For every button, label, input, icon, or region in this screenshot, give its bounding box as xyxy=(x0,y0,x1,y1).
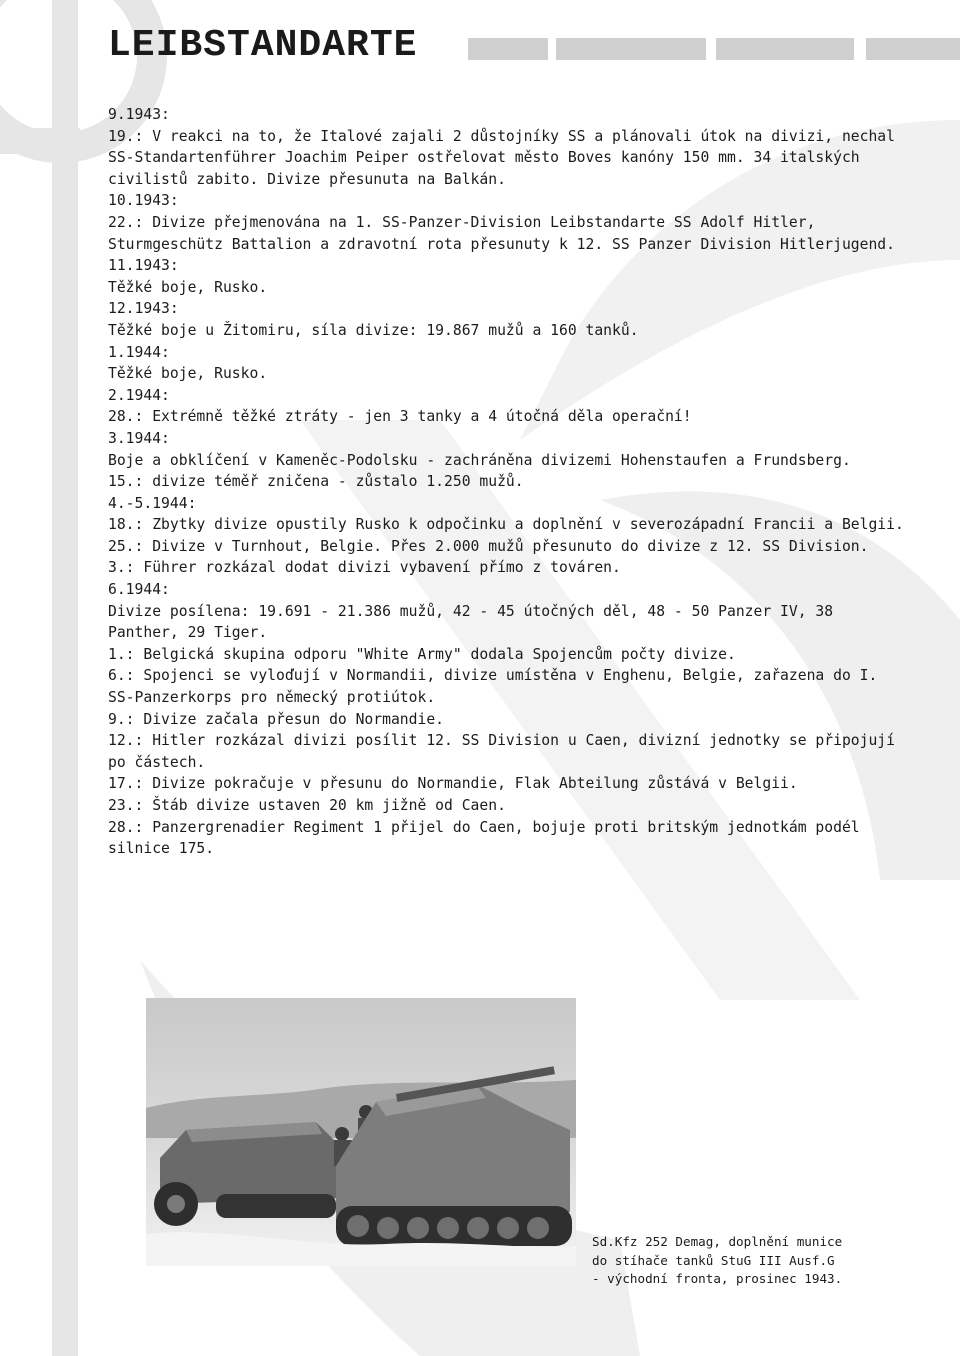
entry-date: 4.-5.1944: xyxy=(108,494,197,512)
entry: 1.: Belgická skupina odporu "White Army" dodala Spojencům počty divize. xyxy=(108,645,736,663)
caption-line: Sd.Kfz 252 Demag, doplnění munice xyxy=(592,1234,843,1249)
entry: 12.: Hitler rozkázal divizi posílit 12. SS Division u Caen, divizní jednotky se připojují po částech. xyxy=(108,732,895,771)
header-bar-4 xyxy=(866,38,960,60)
entry: 17.: Divize pokračuje v přesunu do Normandie, Flak Abteilung zůstává v Belgii. xyxy=(108,775,798,793)
entry: 28.: Extrémně těžké ztráty - jen 3 tanky a 4 útočná děla operační! xyxy=(108,408,692,426)
entry: Těžké boje, Rusko. xyxy=(108,365,268,383)
entry: 28.: Panzergrenadier Regiment 1 přijel do Caen, bojuje proti britským jednotkám podél silnice 175. xyxy=(108,818,860,858)
cross-horizontal xyxy=(0,128,80,154)
entry: Těžké boje u Žitomiru, síla divize: 19.867 mužů a 160 tanků. xyxy=(108,321,639,339)
left-stripe xyxy=(52,0,78,1356)
page-title: LEIBSTANDARTE xyxy=(108,24,418,67)
header-bar-2 xyxy=(556,38,706,60)
entry: 6.: Spojenci se vyloďují v Normandii, divize umístěna v Enghenu, Belgie, zařazena do I. SS-Panzerkorps pro německý protiútok. xyxy=(108,667,878,707)
chronology-text xyxy=(108,104,908,860)
entry-date: 3.1944: xyxy=(108,429,170,447)
entry: 15.: divize téměř zničena - zůstalo 1.250 mužů. xyxy=(108,473,524,491)
entry: 25.: Divize v Turnhout, Belgie. Přes 2.000 mužů přesunuto do divize z 12. SS Division. xyxy=(108,537,869,555)
entry-date: 9.1943: xyxy=(108,106,170,123)
entry: 9.: Divize začala přesun do Normandie. xyxy=(108,710,445,728)
entry: 23.: Štáb divize ustaven 20 km jižně od Caen. xyxy=(108,797,506,814)
caption-line: do stíhače tanků StuG III Ausf.G xyxy=(592,1252,835,1268)
header-bar-3 xyxy=(716,38,854,60)
entry-date: 10.1943: xyxy=(108,192,179,210)
entry: 18.: Zbytky divize opustily Rusko k odpočinku a doplnění v severozápadní Francii a Belgii. xyxy=(108,516,904,534)
entry: Boje a obklíčení v Kameněc-Podolsku - zachráněna divizemi Hohenstaufen a Frundsberg. xyxy=(108,451,851,469)
entry: 22.: Divize přejmenována na 1. SS-Panzer-Division Leibstandarte SS Adolf Hitler, Sturmgeschütz Battalion a zdravotní rota přesunuty k 12. SS Panzer Division Hitlerjugend. xyxy=(108,213,895,253)
entry: Divize posílena: 19.691 - 21.386 mužů, 42 - 45 útočných děl, 48 - 50 Panzer IV, 38 Panther, 29 Tiger. xyxy=(108,602,834,642)
photo-caption xyxy=(592,1233,902,1289)
entry: 19.: V reakci na to, že Italové zajali 2 důstojníky SS a plánovali útok na divizi, nechal SS-Standartenführer Joachim Peiper ostřelovat město Boves kanóny 150 mm. 34 italských civilistů zabito. Divize přesunuta na Balkán. xyxy=(108,127,895,188)
entry-date: 12.1943: xyxy=(108,300,179,318)
caption-line: - východní fronta, prosinec 1943. xyxy=(592,1271,843,1286)
entry: 3.: Führer rozkázal dodat divizi vybavení přímo z továren. xyxy=(108,559,621,577)
entry: Těžké boje, Rusko. xyxy=(108,278,268,296)
halftrack-vehicle xyxy=(154,1122,342,1226)
photo-illustration xyxy=(146,998,576,1266)
entry-date: 1.1944: xyxy=(108,343,170,361)
historical-photo xyxy=(146,998,576,1266)
entry-date: 11.1943: xyxy=(108,257,179,275)
entry-date: 6.1944: xyxy=(108,581,170,599)
entry-date: 2.1944: xyxy=(108,386,170,404)
header-bar-1 xyxy=(468,38,548,60)
